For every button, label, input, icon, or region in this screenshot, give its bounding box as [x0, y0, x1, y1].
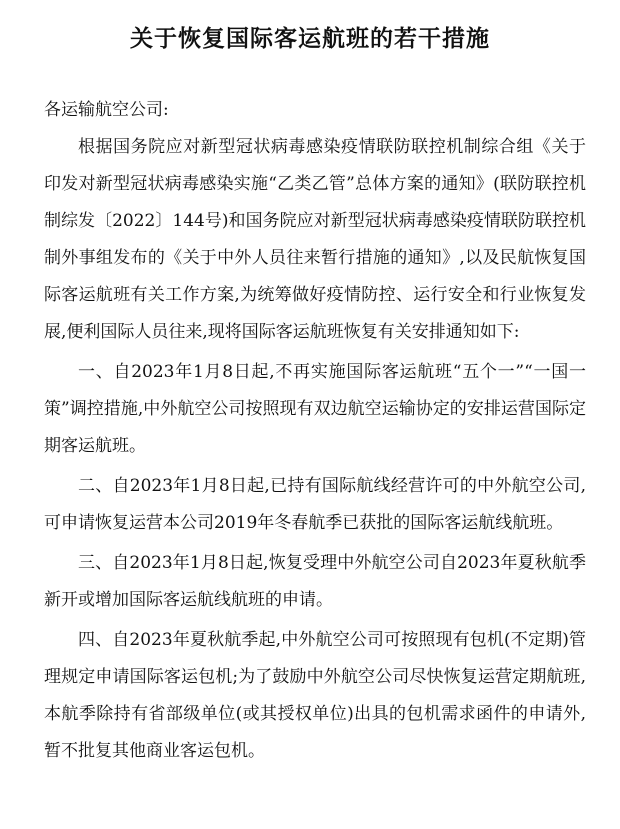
document-title: 关于恢复国际客运航班的若干措施 [130, 25, 490, 52]
measure-paragraph-2: 二、自2023年1月8日起,已持有国际航线经营许可的中外航空公司,可申请恢复运营本公司2019年冬春航季已获批的国际客运航线航班。 [44, 476, 586, 533]
measure-paragraph-3: 三、自2023年1月8日起,恢复受理中外航空公司自2023年夏秋航季新开或增加国际客运航线航班的申请。 [44, 553, 586, 610]
measure-paragraph-1: 一、自2023年1月8日起,不再实施国际客运航班“五个一”“一国一策”调控措施,中外航空公司按照现有双边航空运输协定的安排运营国际定期客运航班。 [44, 362, 586, 456]
document-body [44, 92, 586, 770]
measure-paragraph-4: 四、自2023年夏秋航季起,中外航空公司可按照现有包机(不定期)管理规定申请国际客运包机;为了鼓励中外航空公司尽快恢复运营定期航班,本航季除持有省部级单位(或其授权单位)出具的包机需求函件的申请外,暂不批复其他商业客运包机。 [44, 630, 586, 761]
salutation: 各运输航空公司: [44, 100, 169, 120]
intro-paragraph: 根据国务院应对新型冠状病毒感染疫情联防联控机制综合组《关于印发对新型冠状病毒感染实施“乙类乙管”总体方案的通知》(联防联控机制综发〔2022〕144号)和国务院应对新型冠状病毒感染疫情联防联控机制外事组发布的《关于中外人员往来暂行措施的通知》,以及民航恢复国际客运航班有关工作方案,为统筹做好疫情防控、运行安全和行业恢复发展,便利国际人员往来,现将国际客运航班恢复有关安排通知如下: [44, 137, 586, 342]
